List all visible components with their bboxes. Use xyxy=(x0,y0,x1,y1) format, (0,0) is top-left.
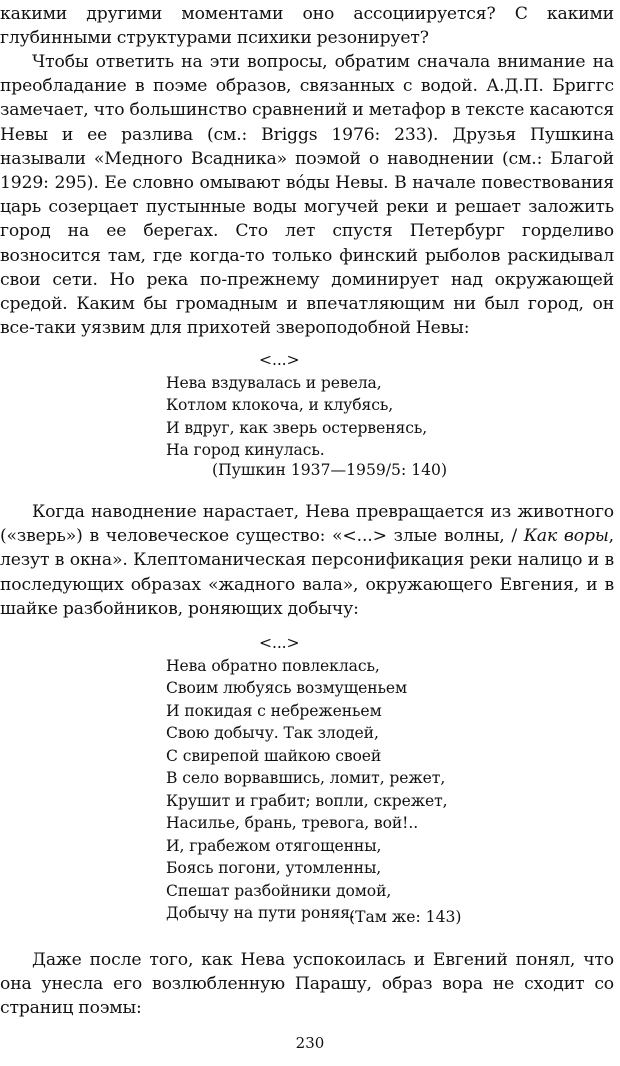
poem-line: И покидая с небреженьем xyxy=(166,701,382,720)
paragraph-thief-image: Даже после того, как Нева успокоилась и Евгений понял, что она унесла его возлюбленную Парашу, образ вора не сходит со страниц поэмы: xyxy=(0,950,614,1019)
poem-line: Свою добычу. Так злодей, xyxy=(166,724,379,742)
poem-line: В село ворвавшись, ломит, режет, xyxy=(166,769,446,787)
poem-line: Нева вздувалась и ревела, xyxy=(166,373,382,392)
poem-line: С свирепой шайкою своей xyxy=(166,746,382,765)
poem-line: Добычу на пути роняя. xyxy=(166,904,355,922)
page-number: 230 xyxy=(295,1034,325,1052)
paragraph-text: , лезут в окна». Клептоманическая персонификация реки налицо и в последующих образах «жадного вала», окружающего Евгения, и в шайке разбойников, роняющих добычу: xyxy=(0,526,614,619)
poem-citation-1: (Пушкин 1937—1959/5: 140) xyxy=(212,461,448,479)
poem-line: На город кинулась. xyxy=(166,441,325,459)
poem-line: Крушит и грабит; вопли, скрежет, xyxy=(166,791,448,810)
poem-ellipsis: <...> xyxy=(259,351,300,369)
paragraph-water-imagery: Чтобы ответить на эти вопросы, обратим сначала внимание на преобладание в поэме образов, связанных с водой. А.Д.П. Бриггс замечает, что большинство сравнений и метафор в тексте касаются Невы и ее разлива (см.: Briggs 1976: 233). Друзья Пушкина называли «Медного Всадника» поэмой о наводнении (см.: Благой 1929: 295). Ее словно омывают вóды Невы. В начале повествования царь созерцает пустынные воды могучей реки и решает заложить город на ее берегах. Сто лет спустя Петербург горделиво возносится там, где когда-то только финский рыболов раскидывал свои сети. Но река по-прежнему доминирует над окружающей средой. Каким бы громадным и впечатляющим ни был город, он все-таки уязвим для прихотей звероподобной Невы: xyxy=(0,52,614,339)
poem-citation-2: (Там же: 143) xyxy=(349,908,462,926)
poem-ellipsis: <...> xyxy=(259,634,300,652)
paragraph-flood-personification xyxy=(0,500,614,621)
poem-quote-2 xyxy=(166,632,448,925)
paragraph-text: Когда наводнение нарастает, Нева превращается из животного («зверь») в человеческое существо: «<...> злые волны, / xyxy=(0,502,614,547)
poem-line: Котлом клокоча, и клубясь, xyxy=(166,396,394,414)
poem-line: Спешат разбойники домой, xyxy=(166,881,392,900)
poem-line: Своим любуясь возмущеньем xyxy=(166,679,408,697)
poem-line: И, грабежом отягощенны, xyxy=(166,836,382,855)
poem-line: И вдруг, как зверь остервенясь, xyxy=(166,418,428,437)
poem-line: Насилье, брань, тревога, вой!.. xyxy=(166,814,419,832)
paragraph-continuation: какими другими моментами оно ассоциируется? С какими глубинными структурами психики резонирует? xyxy=(0,4,614,49)
poem-line: Боясь погони, утомленны, xyxy=(166,859,382,877)
italic-quote: Как воры xyxy=(523,526,609,547)
poem-line: Нева обратно повлеклась, xyxy=(166,656,380,675)
poem-quote-1 xyxy=(166,349,427,462)
